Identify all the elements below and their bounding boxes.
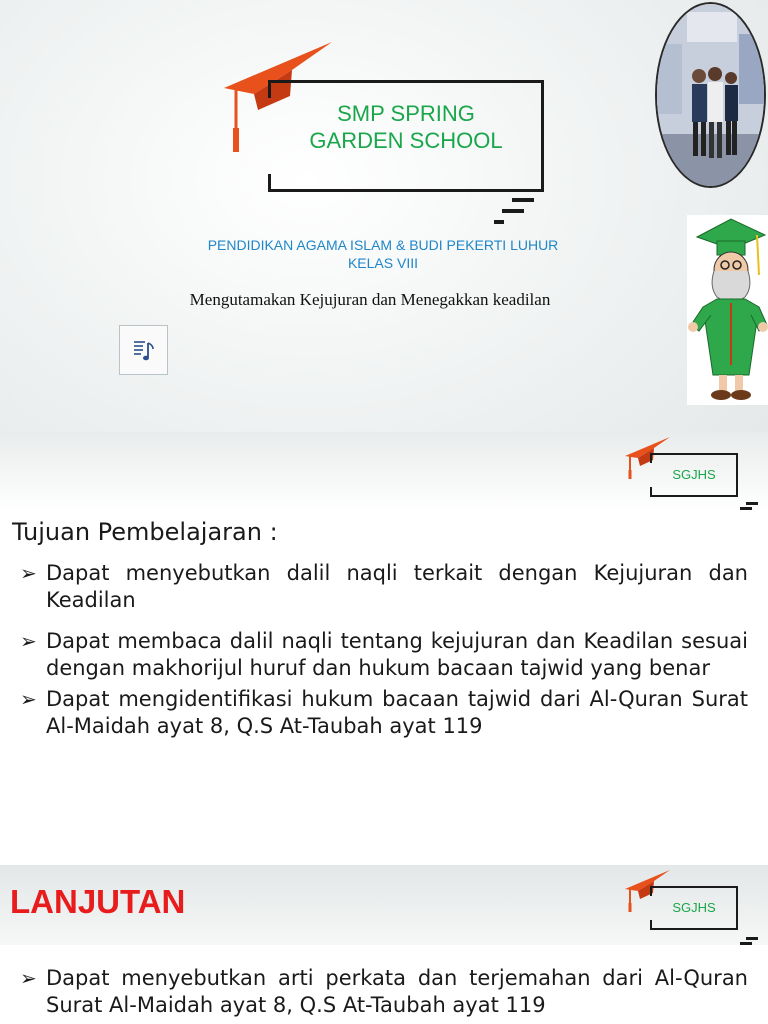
audio-media-button[interactable]	[119, 325, 168, 375]
list-item: ➢ Dapat mengidentifikasi hukum bacaan tajwid dari Al-Quran Surat Al-Maidah ayat 8, Q.S At-Taubah ayat 119	[20, 687, 748, 738]
continuation-list	[18, 965, 748, 1019]
decorative-lines	[738, 937, 758, 951]
group-photo	[655, 2, 766, 188]
school-title	[268, 100, 544, 154]
list-item: ➢ Dapat menyebutkan arti perkata dan terjemahan dari Al-Quran Surat Al-Maidah ayat 8, Q.S At-Taubah ayat 119	[20, 966, 748, 1017]
subject-line2: KELAS VIII	[347, 255, 419, 271]
sgjhs-badge: SGJHS	[672, 900, 716, 915]
subject-heading	[150, 236, 616, 272]
slide-objectives	[0, 512, 768, 865]
objectives-heading: Tujuan Pembelajaran :	[12, 518, 278, 546]
music-note-icon	[131, 337, 157, 363]
school-title-line2: GARDEN SCHOOL	[309, 128, 503, 153]
list-item: ➢ Dapat membaca dalil naqli tentang kejujuran dan Keadilan sesuai dengan makhorijul huruf dan hukum bacaan tajwid yang benar	[20, 629, 748, 680]
topic-title: Mengutamakan Kejujuran dan Menegakkan keadilan	[189, 290, 551, 309]
subject-line1: PENDIDIKAN AGAMA ISLAM & BUDI PEKERTI LUHUR	[207, 237, 559, 253]
decorative-lines	[494, 198, 534, 230]
continuation-heading: LANJUTAN	[10, 883, 186, 920]
objectives-list	[18, 560, 748, 740]
arrow-bullet-icon: ➢	[20, 687, 37, 711]
list-item: ➢ Dapat menyebutkan dalil naqli terkait dengan Kejujuran dan Keadilan	[20, 561, 748, 612]
arrow-bullet-icon: ➢	[20, 561, 37, 585]
arrow-bullet-icon: ➢	[20, 966, 37, 990]
school-title-line1: SMP SPRING	[337, 101, 475, 126]
slide-continuation	[0, 865, 768, 1024]
sgjhs-badge: SGJHS	[672, 467, 716, 482]
graduate-cartoon	[687, 215, 768, 405]
decorative-lines	[738, 502, 758, 512]
arrow-bullet-icon: ➢	[20, 629, 37, 653]
